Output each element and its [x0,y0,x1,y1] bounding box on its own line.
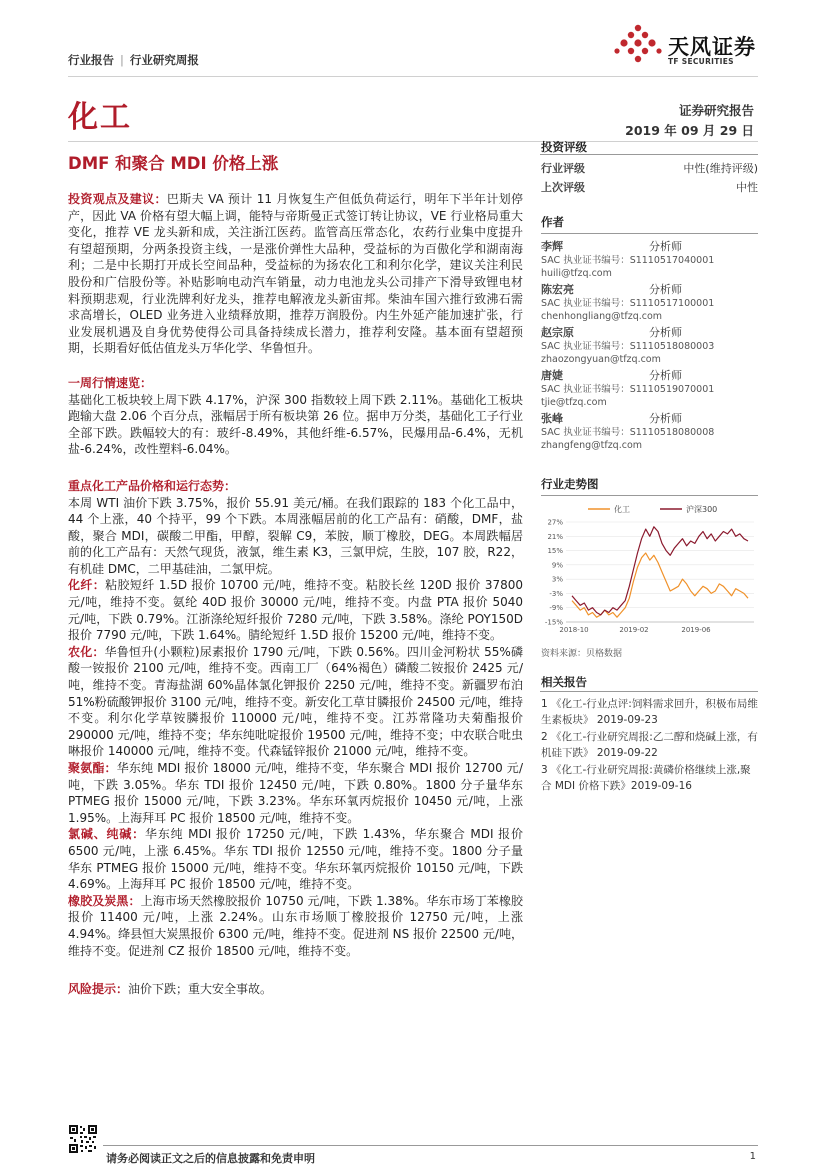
report-date: 2019 年 09 月 29 日 [625,123,754,138]
author-email[interactable]: huili@tfzq.com [541,268,612,279]
risk-warning [68,981,523,998]
y-tick-label: 21% [547,532,563,541]
investment-view [68,191,523,357]
agrochem-label: 农化： [68,644,105,659]
weekly-market-label: 一周行情速览： [68,375,153,390]
author-email[interactable]: chenhongliang@tfzq.com [541,311,663,322]
author-role: 分析师 [649,240,682,253]
x-tick-label: 2019-02 [619,626,649,634]
related-list [541,696,759,795]
x-tick-label: 2019-06 [681,626,711,634]
series-line [572,527,748,615]
author-entry [541,412,758,452]
industry-trend-chart [540,500,760,640]
author-cert: SAC 执业证书编号：S1110518080008 [541,427,715,438]
y-tick-label: -3% [549,589,563,598]
logo-text-en: TF SECURITIES [668,57,734,66]
authors-heading: 作者 [541,215,564,229]
polyurethane-paragraph [68,760,523,826]
industry-rating-value: 中性(维持评级) [683,162,758,175]
trend-divider [541,495,758,496]
prev-rating-value: 中性 [736,181,758,194]
rubber-text: 上海市场天然橡胶报价 10750 元/吨，下跌 1.38%。华东市场丁苯橡胶报价 11400 元/吨，上涨 2.24%。山东市场顺丁橡胶报价 12750 元/吨，上涨 4.94%。绛县恒大炭黑报价 6300 元/吨，维持不变。促进剂 NS 报价 22500 元/吨，维持不变。促进剂 CZ 报价 18500 元/吨，维持不变。 [68,893,523,958]
rubber-paragraph [68,893,523,959]
author-role: 分析师 [649,283,682,296]
y-tick-label: -9% [549,604,563,613]
related-heading: 相关报告 [541,675,587,689]
author-role: 分析师 [649,326,682,339]
author-name: 唐婕 [541,369,563,382]
key-products-text: 本周 WTI 油价下跌 3.75%，报价 55.91 美元/桶。在我们跟踪的 183 个化工品中，44 个上涨，40 个持平，99 个下跌。本周涨幅居前的化工产品有：硝酸，DMF，盐酸，聚合 MDI，碳酸二甲酯，甲醇，裂解 C9，苯胺，顺丁橡胶，DEG。本周跌幅居前的化工产品有：天然气现货，液氯，维生素 K3，三氯甲烷，生胶，107 胶，R22，有机硅 DMC，二甲基硅油，二氯甲烷。 [68,495,523,576]
chlor-alkali-paragraph [68,826,523,892]
footer-divider [103,1145,758,1146]
author-entry [541,369,758,409]
risk-label: 风险提示： [68,982,129,997]
y-tick-label: 27% [547,518,563,527]
qr-code-icon [68,1124,98,1154]
breadcrumb-separator: | [120,53,124,67]
industry-rating-key: 行业评级 [541,162,585,175]
y-tick-label: -15% [544,618,563,627]
fiber-text: 粘胶短纤 1.5D 报价 10700 元/吨，维持不变。粘胶长丝 120D 报价 37800 元/吨，维持不变。氨纶 40D 报价 30000 元/吨，维持不变。内盘 PTA 报价 5040 元/吨，下跌 0.79%。江浙涤纶短纤报价 7280 元/吨，下跌 3.58%。涤纶 POY150D 报价 7790 元/吨，下跌 1.64%。腈纶短纤 1.5D 报价 15200 元/吨，维持不变。 [68,578,523,643]
authors-divider [541,233,758,234]
industry-rating-row [541,159,758,178]
legend-label: 沪深300 [686,505,718,514]
investment-view-text: 巴斯夫 VA 预计 11 月恢复生产但低负荷运行，明年下半年计划停产，因此 VA 价格有望大幅上调，能特与帝斯曼正式签订转让协议，VE 行业格局重大变化，推荐 VE 龙头新和成，关注浙江医药。监管高压常态化，农药行业集中度提升有望超预期，分两条投资主线，一是涨价弹性大品种，受益标的为百傲化学和湖南海利；二是中长期打开成长空间品种，受益标的为扬农化工和利尔化学，建议关注利民股份和广信股份等。补贴影响电动汽车销量，动力电池龙头公司排产下滑导致锂电材料预期悲观，行业洗牌利好龙头，推荐电解液龙头新宙邦。柴油车国六推行致沸石需求高增长，OLED 业务进入业绩释放期，推荐万润股份。内生外延产能加速扩张，行业发展机遇及自身优势使得公司具备持续成长潜力，推荐利安隆。基本面有望超预期，长期看好低估值龙头万华化学、华鲁恒升。 [68,192,523,356]
author-name: 张峰 [541,412,563,425]
chlor-alkali-label: 氯碱、纯碱： [68,827,145,842]
chart-legend [588,504,717,514]
related-report-link[interactable]: 3 《化工-行业研究周报:黄磷价格继续上涨,聚合 MDI 价格下跌》2019-09-16 [541,764,751,792]
breadcrumb [68,52,199,68]
investment-view-label: 投资观点及建议： [68,192,167,206]
footer-disclaimer: 请务必阅读正文之后的信息披露和免责申明 [106,1152,315,1165]
author-entry [541,283,758,323]
report-title: DMF 和聚合 MDI 价格上涨 [68,154,279,173]
author-name: 赵宗原 [541,326,574,339]
logo-text: 天风证券 [668,35,756,59]
polyurethane-text: 华东纯 MDI 报价 18000 元/吨，维持不变，华东聚合 MDI 报价 12700 元/吨，下跌 3.05%。华东 TDI 报价 12450 元/吨，下跌 0.80%。1800 分子量华东 PTMEG 报价 15000 元/吨，下跌 3.23%。华东环氧丙烷报价 10450 元/吨，上涨 1.95%。上海拜耳 PC 报价 18500 元/吨，维持不变。 [68,761,523,825]
author-role: 分析师 [649,369,682,382]
polyurethane-label: 聚氨酯： [68,761,117,775]
breadcrumb-weekly: 行业研究周报 [129,53,199,67]
author-cert: SAC 执业证书编号：S1110519070001 [541,384,715,395]
risk-text: 油价下跌；重大安全事故。 [128,982,273,997]
x-tick-label: 2018-10 [559,626,589,634]
author-entry [541,326,758,366]
rating-rows [541,159,758,197]
author-entry [541,240,758,280]
rubber-label: 橡胶及炭黑： [68,893,141,908]
chart-series [572,527,748,617]
rating-heading: 投资评级 [541,140,587,154]
industry-name: 化工 [68,100,132,135]
author-name: 李辉 [541,240,563,253]
y-tick-label: 15% [547,547,563,556]
author-email[interactable]: zhaozongyuan@tfzq.com [541,354,661,365]
related-report-link[interactable]: 2 《化工-行业研究周报:乙二醇和烧碱上涨，有机硅下跌》 2019-09-22 [541,731,758,759]
agrochem-text: 华鲁恒升(小颗粒)尿素报价 1790 元/吨，下跌 0.56%。四川金河粉状 55%磷酸一铵报价 2100 元/吨，维持不变。西南工厂（64%褐色）磷酸二铵报价 2425 元/吨，维持不变。青海盐湖 60%晶体氯化钾报价 2250 元/吨，维持不变。新疆罗布泊 51%粉硫酸钾报价 3100 元/吨，维持不变。新安化工草甘膦报价 24500 元/吨，维持不变。利尔化学草铵膦报价 110000 元/吨，维持不变。江苏常隆功夫菊酯报价 290000 元/吨，维持不变；华东纯吡啶报价 19500 元/吨，维持不变；中农联合吡虫啉报价 140000 元/吨，维持不变。代森锰锌报价 21000 元/吨，维持不变。 [68,644,523,759]
report-type: 证券研究报告 [678,103,754,118]
authors-block [541,214,758,455]
weekly-market-text: 基础化工板块较上周下跌 4.17%，沪深 300 指数较上周下跌 2.11%。基础化工板块跑输大盘 2.06 个百分点，涨幅居于所有板块第 26 位。据申万分类，基础化工子行业全部下跌。跌幅较大的有：玻纤-8.49%，其他纤维-6.57%，民爆用品-6.4%，无机盐-6.24%，改性塑料-6.04%。 [68,392,523,457]
y-tick-label: 9% [551,561,563,570]
author-email[interactable]: zhangfeng@tfzq.com [541,440,643,451]
report-body [68,191,523,998]
y-tick-label: 3% [551,575,563,584]
prev-rating-row [541,178,758,197]
chart-y-ticks [545,519,563,627]
author-cert: SAC 执业证书编号：S1110517040001 [541,255,715,266]
author-email[interactable]: tjie@tfzq.com [541,397,607,408]
related-divider [540,691,758,692]
breadcrumb-report: 行业报告 [68,53,114,67]
trend-heading: 行业走势图 [541,477,599,491]
header-divider [68,76,758,77]
author-name: 陈宏亮 [541,283,574,296]
prev-rating-key: 上次评级 [541,181,585,194]
page-number: 1 [749,1151,756,1162]
chart-source: 资料来源：贝格数据 [541,649,623,659]
agrochem-paragraph [68,644,523,760]
author-cert: SAC 执业证书编号：S1110518080003 [541,341,715,352]
key-products-label: 重点化工产品价格和运行态势： [68,478,237,493]
fiber-label: 化纤： [68,578,106,593]
author-role: 分析师 [649,412,682,425]
legend-label: 化工 [614,505,630,514]
key-products [68,478,523,578]
author-cert: SAC 执业证书编号：S1110517100001 [541,298,715,309]
rating-block [541,139,758,155]
related-report-link[interactable]: 1 《化工-行业点评:饲料需求回升，积极布局维生素板块》 2019-09-23 [541,698,758,726]
chart-x-ticks [559,626,711,634]
fiber-paragraph [68,577,523,643]
weekly-market [68,375,523,458]
trend-block [541,476,758,502]
chlor-alkali-text: 华东纯 MDI 报价 17250 元/吨，下跌 1.43%，华东聚合 MDI 报价 6500 元/吨，上涨 6.45%。华东 TDI 报价 12550 元/吨，维持不变。1800 分子量华东 PTMEG 报价 15000 元/吨，维持不变。华东环氧丙烷报价 10150 元/吨，下跌 4.69%。上海拜耳 PC 报价 18500 元/吨，维持不变。 [68,827,523,892]
